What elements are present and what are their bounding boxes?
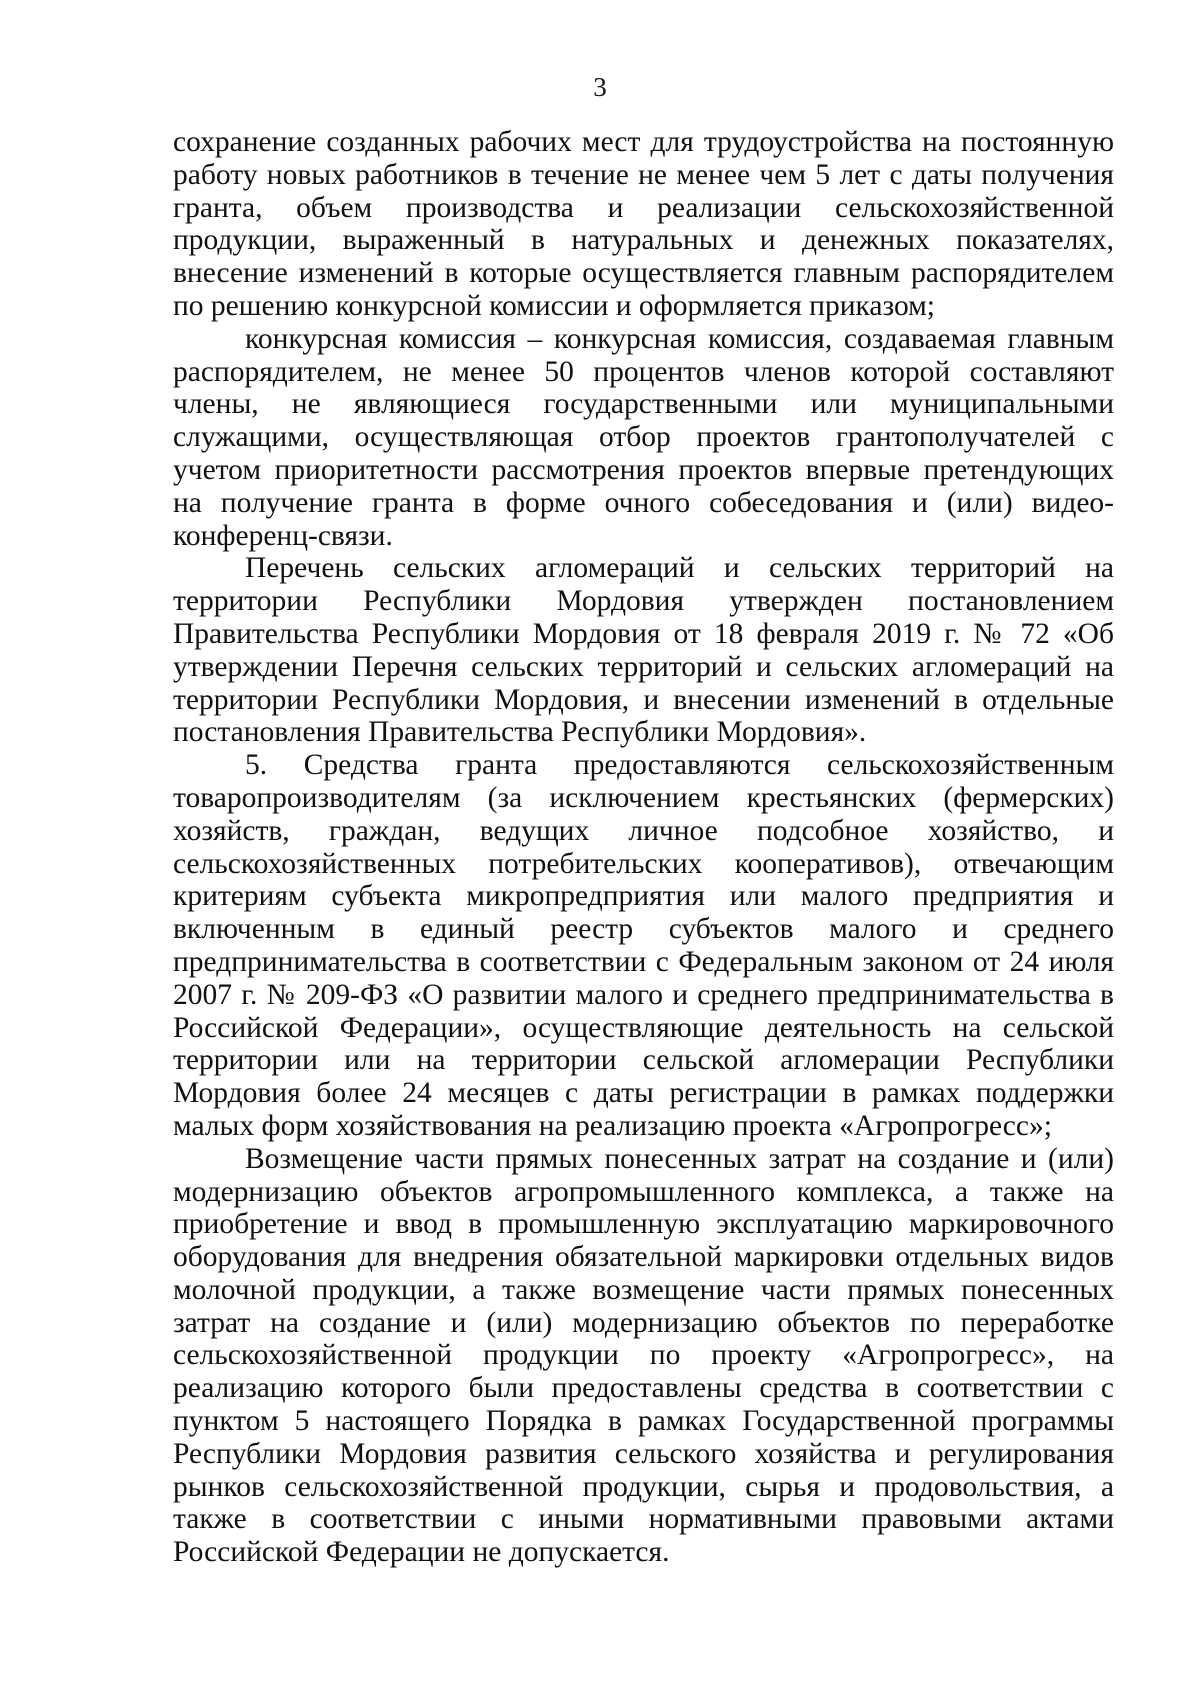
document-body: [173, 126, 1114, 1569]
paragraph-reimbursement: Возмещение части прямых понесенных затрат на создание и (или) модернизацию объектов агропромышленного комплекса, а также на приобретение и ввод в промышленную эксплуатацию маркировочного оборудования для внедрения обязательной маркировки отдельных видов молочной продукции, а также возмещение части прямых понесенных затрат на создание и (или) модернизацию объектов по переработке сельскохозяйственной продукции по проекту «Агропрогресс», на реализацию которого были предоставлены средства в соответствии с пунктом 5 настоящего Порядка в рамках Государственной программы Республики Мордовия развития сельского хозяйства и регулирования рынков сельскохозяйственной продукции, сырья и продовольствия, а также в соответствии с иными нормативными правовыми актами Российской Федерации не допускается.: [173, 1142, 1114, 1569]
paragraph-agglomerations-list: Перечень сельских агломераций и сельских территорий на территории Республики Мордовия утвержден постановлением Правительства Республики Мордовия от 18 февраля 2019 г. № 72 «Об утверждении Перечня сельских территорий и сельских агломераций на территории Республики Мордовия, и внесении изменений в отдельные постановления Правительства Республики Мордовия».: [173, 552, 1114, 749]
paragraph-continuation: сохранение созданных рабочих мест для трудоустройства на постоянную работу новых работников в течение не менее чем 5 лет с даты получения гранта, объем производства и реализации сельскохозяйственной продукции, выраженный в натуральных и денежных показателях, внесение изменений в которые осуществляется главным распорядителем по решению конкурсной комиссии и оформляется приказом;: [173, 126, 1114, 322]
page-number: 3: [593, 72, 607, 102]
paragraph-competition-commission: конкурсная комиссия – конкурсная комиссия, создаваемая главным распорядителем, не менее 50 процентов членов которой составляют члены, не являющиеся государственными или муниципальными служащими, осуществляющая отбор проектов грантополучателей с учетом приоритетности рассмотрения проектов впервые претендующих на получение гранта в форме очного собеседования и (или) видео-конференц-связи.: [173, 322, 1114, 552]
paragraph-section-5: 5. Средства гранта предоставляются сельскохозяйственным товаропроизводителям (за исключением крестьянских (фермерских) хозяйств, граждан, ведущих личное подсобное хозяйство, и сельскохозяйственных потребительских кооперативов), отвечающим критериям субъекта микропредприятия или малого предприятия и включенным в единый реестр субъектов малого и среднего предпринимательства в соответствии с Федеральным законом от 24 июля 2007 г. № 209-ФЗ «О развитии малого и среднего предпринимательства в Российской Федерации», осуществляющие деятельность на сельской территории или на территории сельской агломерации Республики Мордовия более 24 месяцев с даты регистрации в рамках поддержки малых форм хозяйствования на реализацию проекта «Агропрогресс»;: [173, 749, 1114, 1142]
